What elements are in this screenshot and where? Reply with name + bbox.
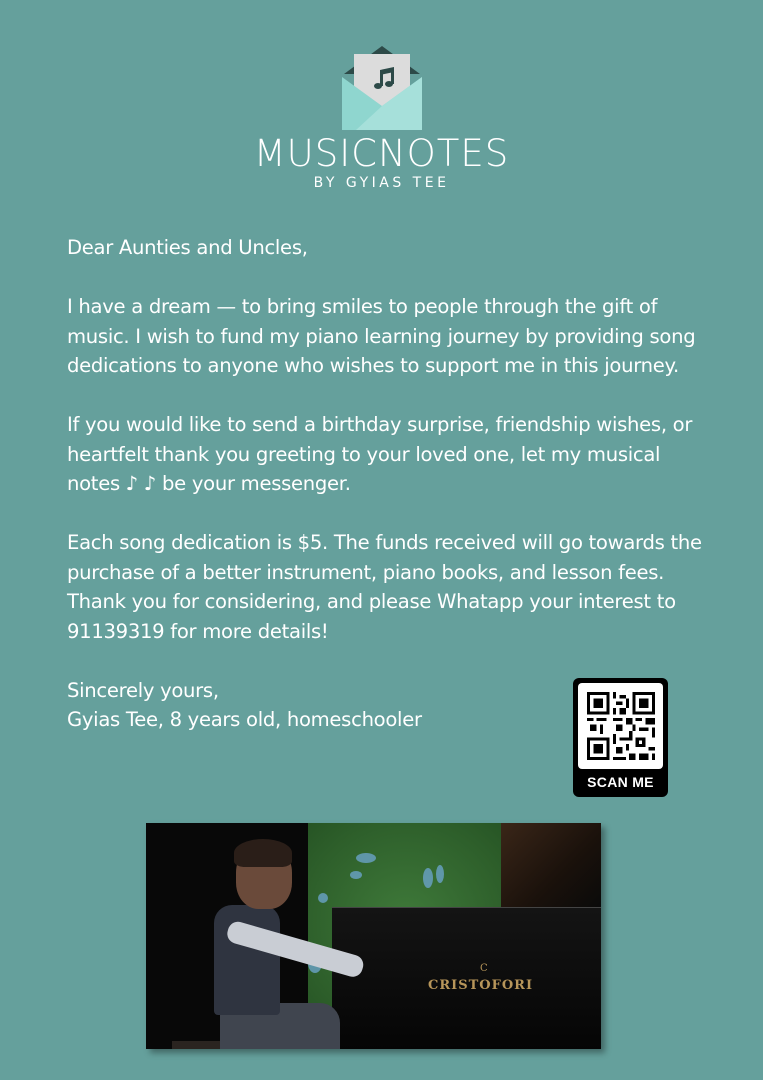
piano-lid (501, 823, 601, 907)
paragraph-occasions: If you would like to send a birthday surprise, friendship wishes, or heartfelt thank you greeting to your loved one, let my musical notes ♪ ♪ be your messenger. (67, 413, 693, 495)
paragraph-pricing: Each song dedication is $5. The funds received will go towards the purchase of a better instrument, piano books, and lesson fees. Thank you for considering, and please Whatapp your interest to 91139319 for more details! (67, 531, 702, 643)
logo (0, 44, 763, 192)
envelope-music-note-icon (336, 44, 428, 130)
letter-body (67, 233, 707, 735)
brand-name: MUSICNOTES (253, 132, 510, 175)
scan-me-label: SCAN ME (587, 774, 654, 790)
signature: Gyias Tee, 8 years old, homeschooler (67, 708, 422, 731)
boy-vest (214, 905, 280, 1015)
closing: Sincerely yours, (67, 678, 219, 702)
boy-hair (234, 839, 292, 867)
piano-brand-mark: C (480, 963, 488, 974)
paragraph-dream: I have a dream — to bring smiles to people through the gift of music. I wish to fund my piano learning journey by providing song dedications to anyone who wishes to support me in this journey. (67, 295, 696, 377)
qr-code-card[interactable] (573, 678, 668, 797)
qr-code-icon (587, 692, 655, 760)
greeting: Dear Aunties and Uncles, (67, 236, 308, 259)
brand-byline: BY GYIAS TEE (313, 175, 450, 191)
piano-performance-photo (146, 823, 601, 1049)
piano-brand: CRISTOFORI (428, 978, 534, 993)
